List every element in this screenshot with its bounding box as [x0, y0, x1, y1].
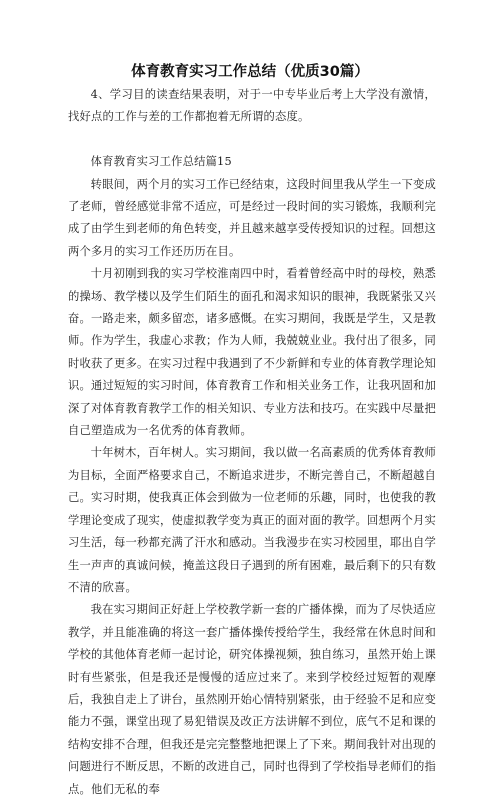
section-heading: 体育教育实习工作总结篇15	[90, 155, 232, 169]
paragraph-intro: 4、学习目的读查结果表明，对于一中专毕业后考上大学没有激情，找好点的工作与差的工作都抱着无所谓的态度。	[68, 88, 436, 124]
paragraph-2: 十月初刚到我的实习学校淮南四中时，看着曾经高中时的母校，熟悉的操场、教学楼以及学生们陌生的面孔和渴求知识的眼神，我既紧张又兴奋。一路走来，颇多留恋，诸多感慨。在实习期间，我既是学生，又是教师。作为学生，我虚心求教；作为人师，我兢兢业业。我付出了很多，同时收获了更多。在实习过程中我遇到了不少新鲜和专业的体育教学理论知识。通过短短的实习时间，体育教育工作和相关业务工作，让我巩固和加深了对体育教育教学工作的相关知识、专业方法和技巧。在实践中尽量把自己塑造成为一名优秀的体育教师。	[68, 267, 436, 438]
paragraph-1: 转眼间，两个月的实习工作已经结束，这段时间里我从学生一下变成了老师，曾经感觉非常不适应，可是经过一段时间的实习锻炼，我顺利完成了由学生到老师的角色转变，并且越来越享受传授知识的过程。回想这两个多月的实习工作还历历在目。	[68, 177, 436, 258]
paragraph-3: 十年树木，百年树人。实习期间，我以做一名高素质的优秀体育教师为目标，全面严格要求自己，不断追求进步，不断完善自己，不断超越自己。实习时期，使我真正体会到做为一位老师的乐趣，同时，也使我的教学理论变成了现实，使虚拟教学变为真正的面对面的教学。回想两个月实习生活，每一秒都充满了汗水和感动。当我漫步在实习校园里，耶出自学生一声声的真诚问候，掩盖这段日子遇到的所有困难，最后剩下的只有数不清的欣喜。	[68, 446, 436, 594]
paragraph-4: 我在实习期间正好赶上学校教学新一套的广播体操，而为了尽快适应教学，并且能准确的将这一套广播体操传授给学生，我经常在休息时间和学校的其他体育老师一起讨论，研究体操视频，独自练习，虽然开始上课时有些紧张，但是我还是慢慢的适应过来了。来到学校经过短暂的观摩后，我独自走上了讲台，虽然刚开始心情特别紧张，由于经验不足和应变能力不强，课堂出现了易犯错误及改正方法讲解不到位，底气不足和课的结构安排不合理，但我还是完完整整地把课上了下来。期间我针对出现的问题进行不断反思，不断的改进自己，同时也得到了学校指导老师们的指点。他们无私的奉	[68, 603, 436, 796]
document-title: 体育教育实习工作总结（优质30篇）	[131, 64, 369, 80]
document-body	[68, 84, 436, 801]
